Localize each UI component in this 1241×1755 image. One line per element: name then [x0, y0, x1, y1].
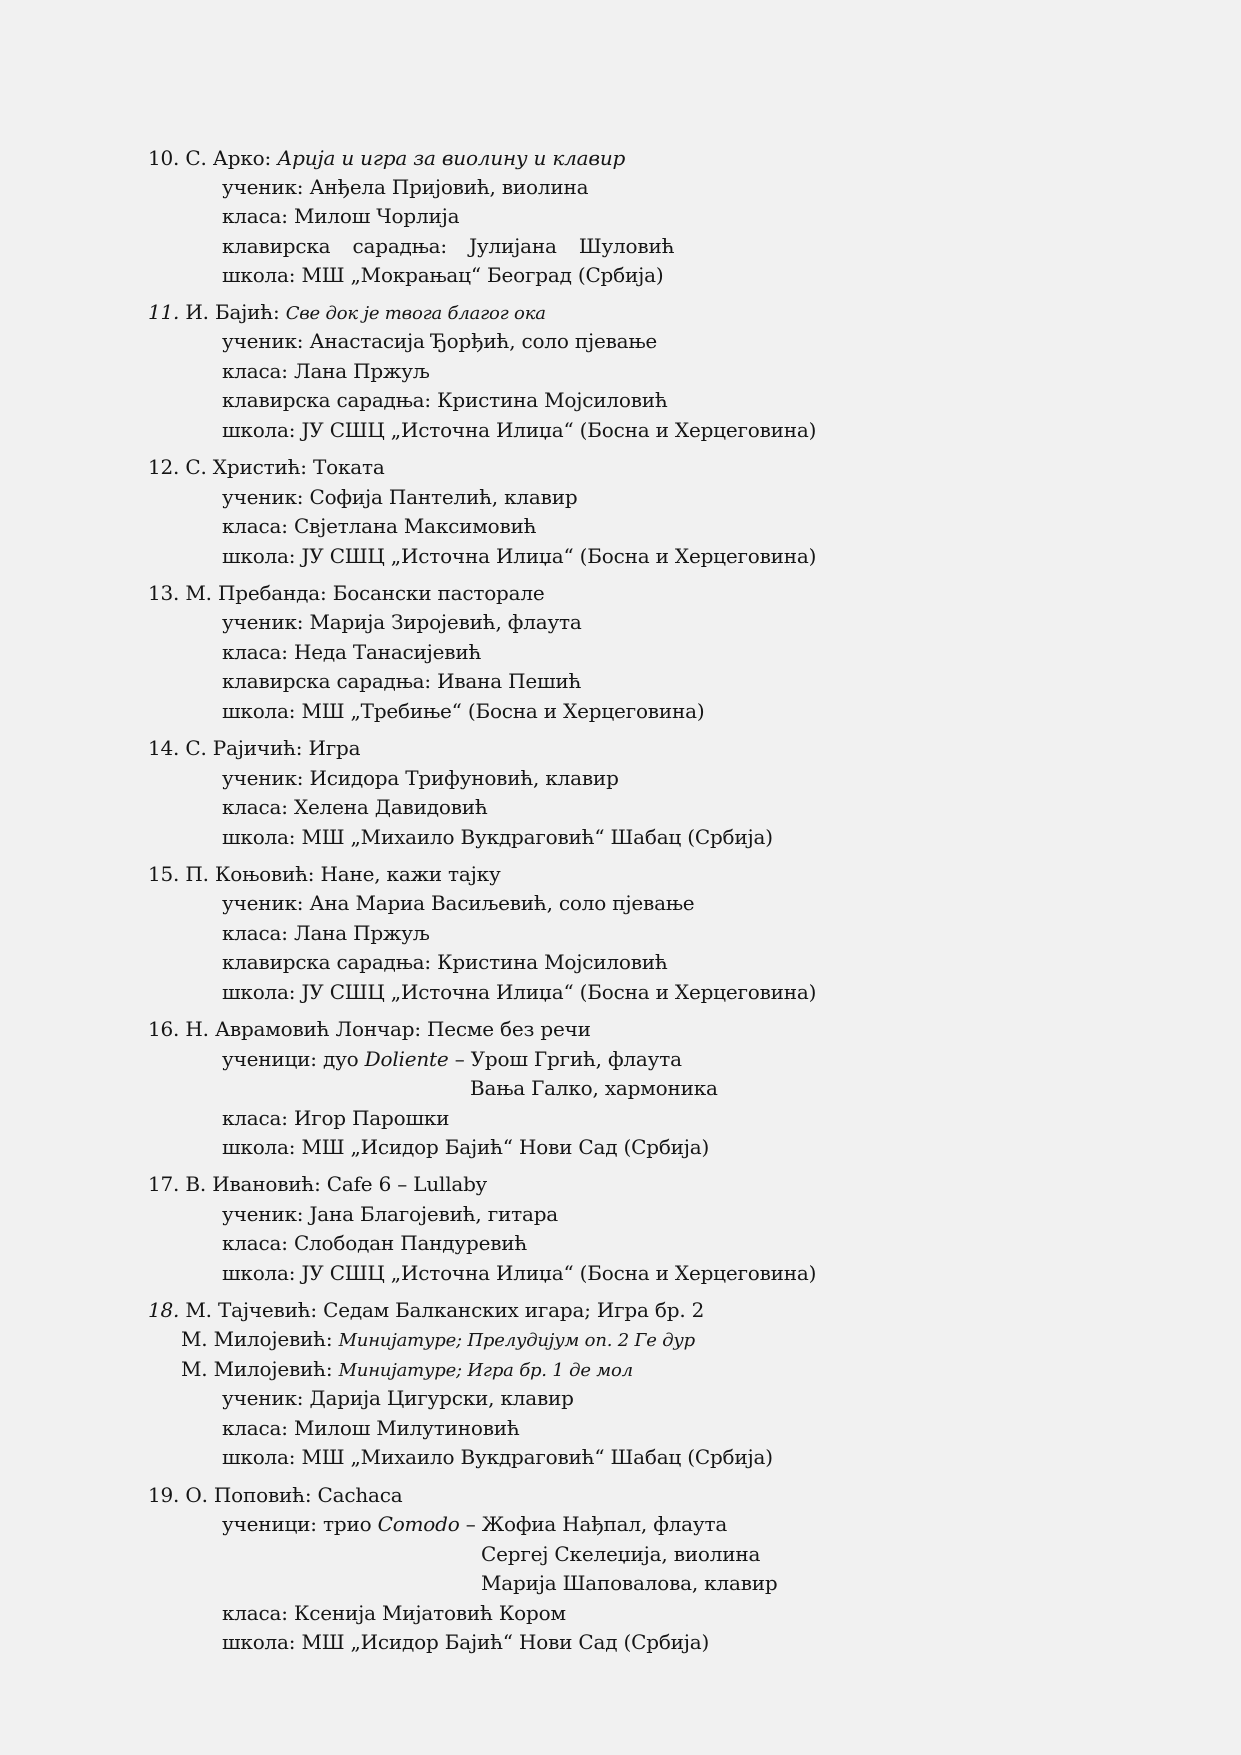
students-line — [222, 1045, 682, 1074]
entry-heading — [148, 579, 545, 608]
klasa-line: класа: Слободан Пандуревић — [222, 1231, 528, 1255]
student-line: ученик: Марија Зиројевић, флаута — [222, 610, 582, 634]
entry-number: 17. — [148, 1172, 180, 1196]
entry-number: 15. — [148, 862, 180, 886]
entry-number: 13. — [148, 581, 180, 605]
student-entry: – Урош Гргић, флаута — [454, 1047, 682, 1071]
klasa-line: класа: Лана Пржуљ — [222, 359, 430, 383]
klasa-line: класа: Неда Танасијевић — [222, 640, 482, 664]
composer: М. Пребанда: — [185, 581, 327, 605]
pianist-line: клавирска сарадња: Ивана Пешић — [222, 669, 582, 693]
entry-number: 18. — [148, 1298, 180, 1322]
entry-heading — [148, 734, 360, 763]
school-line: школа: ЈУ СШЦ „Источна Илиџа“ (Босна и Херцеговина) — [222, 1261, 817, 1285]
composer: С. Арко: — [185, 146, 272, 170]
school-line: школа: МШ „Михаило Вукдраговић“ Шабац (Србија) — [222, 1445, 773, 1469]
piece-title: Минијатуре; Прелудијум оп. 2 Ге дур — [338, 1330, 695, 1351]
composer: М. Тајчевић: — [185, 1298, 317, 1322]
school-line: школа: МШ „Требиње“ (Босна и Херцеговина) — [222, 699, 705, 723]
composer: П. Коњовић: — [185, 862, 315, 886]
composer: С. Христић: — [185, 455, 307, 479]
students-line — [222, 1510, 727, 1539]
school-line: школа: МШ „Мокрањац“ Београд (Србија) — [222, 263, 664, 287]
entry-heading — [148, 453, 385, 482]
ensemble-name: Doliente — [364, 1047, 449, 1071]
entry-heading — [148, 1170, 487, 1199]
school-line: школа: МШ „Исидор Бајић“ Нови Сад (Србија) — [222, 1630, 710, 1654]
composer: О. Поповић: — [185, 1483, 312, 1507]
klasa-line: класа: Игор Парошки — [222, 1106, 450, 1130]
composer: И. Бајић: — [185, 300, 280, 324]
ensemble-name: Comodo — [377, 1512, 460, 1536]
composer: М. Милојевић: — [181, 1327, 333, 1351]
student-entry: Марија Шаповалова, клавир — [481, 1571, 778, 1595]
piece-title: Све док је твога благог ока — [285, 303, 546, 324]
pianist-line: клавирска сарадња: Јулијана Шуловић — [222, 234, 675, 258]
composer: В. Ивановић: — [185, 1172, 321, 1196]
entry-number: 16. — [148, 1017, 180, 1041]
school-line: школа: МШ „Исидор Бајић“ Нови Сад (Србија) — [222, 1135, 710, 1159]
entry-number: 19. — [148, 1483, 180, 1507]
piece-title: Босански пасторале — [332, 581, 545, 605]
piece-title: Игра — [308, 736, 361, 760]
student-line: ученик: Софија Пантелић, клавир — [222, 485, 578, 509]
entry-number: 11. — [148, 300, 180, 324]
piece-title: Cafe 6 – Lullaby — [326, 1172, 487, 1196]
extra-piece — [181, 1355, 633, 1384]
pianist-line: клавирска сарадња: Кристина Мојсиловић — [222, 950, 668, 974]
piece-title: Седам Балканских игара; Игра бр. 2 — [323, 1298, 705, 1322]
entry-number: 14. — [148, 736, 180, 760]
klasa-line: класа: Хелена Давидовић — [222, 795, 488, 819]
entry-heading — [148, 1481, 403, 1510]
school-line: школа: ЈУ СШЦ „Источна Илиџа“ (Босна и Херцеговина) — [222, 544, 817, 568]
entry-heading — [148, 144, 625, 173]
students-label: ученици: трио — [222, 1512, 372, 1536]
piece-title: Нане, кажи тајку — [320, 862, 501, 886]
composer: Н. Аврамовић Лончар: — [185, 1017, 421, 1041]
student-line: ученик: Ана Мариа Васиљевић, соло пјевање — [222, 891, 695, 915]
school-line: школа: ЈУ СШЦ „Источна Илиџа“ (Босна и Херцеговина) — [222, 418, 817, 442]
student-entry: – Жофиа Нађпал, флаута — [465, 1512, 728, 1536]
entry-heading — [148, 1296, 704, 1325]
pianist-line: клавирска сарадња: Кристина Мојсиловић — [222, 388, 668, 412]
school-line: школа: ЈУ СШЦ „Источна Илиџа“ (Босна и Херцеговина) — [222, 980, 817, 1004]
student-line: ученик: Дарија Цигурски, клавир — [222, 1386, 574, 1410]
piece-title: Минијатуре; Игра бр. 1 де мол — [338, 1360, 633, 1381]
piece-title: Арија и игра за виолину и клавир — [277, 146, 626, 170]
extra-piece — [181, 1325, 695, 1354]
piece-title: Токата — [312, 455, 385, 479]
student-line: ученик: Јана Благојевић, гитара — [222, 1202, 559, 1226]
klasa-line: класа: Лана Пржуљ — [222, 921, 430, 945]
entry-heading — [148, 1015, 591, 1044]
piece-title: Песме без речи — [427, 1017, 591, 1041]
student-line: ученик: Анђела Пријовић, виолина — [222, 175, 589, 199]
composer: М. Милојевић: — [181, 1357, 333, 1381]
student-line: ученик: Исидора Трифуновић, клавир — [222, 766, 619, 790]
klasa-line: класа: Милош Милутиновић — [222, 1416, 520, 1440]
entry-heading — [148, 860, 501, 889]
student-line: ученик: Анастасија Ђорђић, соло пјевање — [222, 329, 658, 353]
entry-number: 12. — [148, 455, 180, 479]
klasa-line: класа: Милош Чорлија — [222, 204, 460, 228]
students-label: ученици: дуо — [222, 1047, 359, 1071]
student-entry: Вања Галко, хармоника — [470, 1076, 718, 1100]
entry-heading — [148, 298, 546, 327]
piece-title: Cachaca — [317, 1483, 403, 1507]
student-entry: Сергеј Скелеџија, виолина — [481, 1542, 761, 1566]
entry-number: 10. — [148, 146, 180, 170]
klasa-line: класа: Ксенија Мијатовић Кором — [222, 1601, 566, 1625]
composer: С. Рајичић: — [185, 736, 303, 760]
school-line: школа: МШ „Михаило Вукдраговић“ Шабац (Србија) — [222, 825, 773, 849]
klasa-line: класа: Свјетлана Максимовић — [222, 514, 537, 538]
